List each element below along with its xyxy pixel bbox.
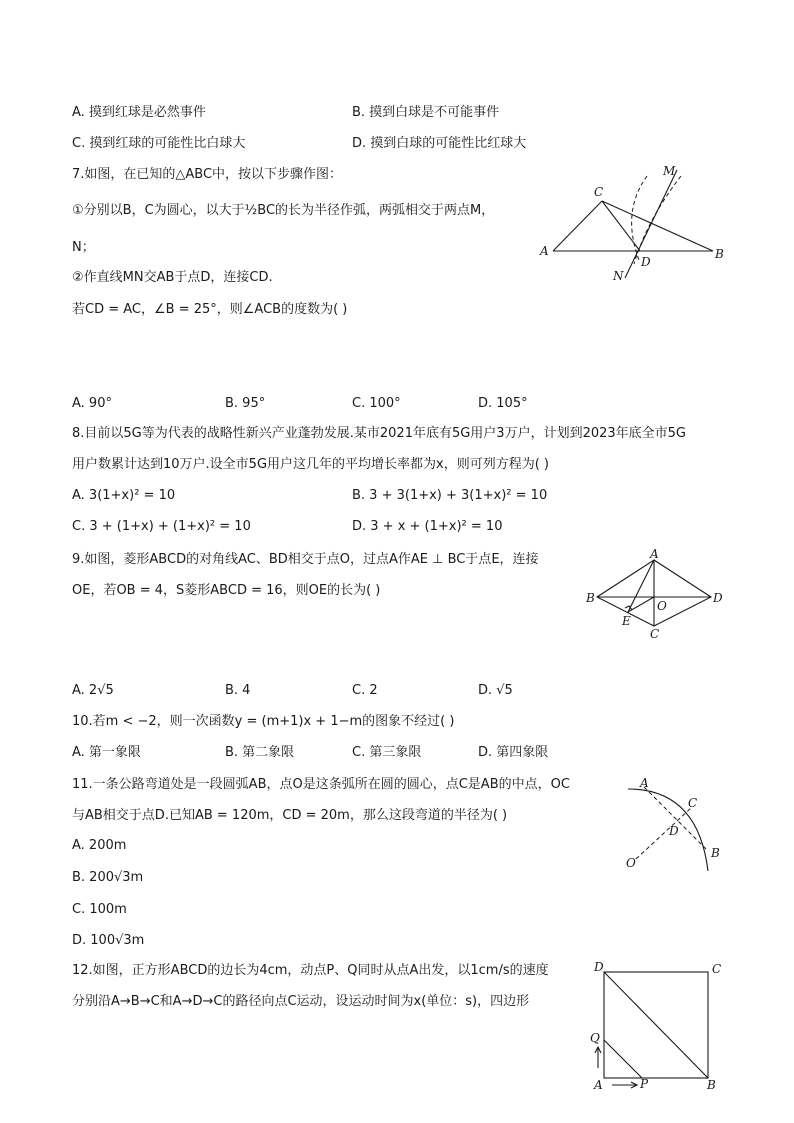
q10-option-c: C. 第三象限 <box>352 745 422 760</box>
q9-stem-line1: 9.如图，菱形ABCD的对角线AC、BD相交于点O，过点A作AE ⊥ BC于点E，连接 <box>72 552 539 567</box>
q7-stem-line1: 7.如图，在已知的△ABC中，按以下步骤作图： <box>72 167 343 182</box>
q12-stem-line1: 12.如图，正方形ABCD的边长为4cm，动点P、Q同时从点A出发，以1cm/s的速度 <box>72 963 549 978</box>
q11-stem-line1: 11.一条公路弯道处是一段圆弧AB，点O是这条弧所在圆的圆心，点C是AB的中点，OC <box>72 777 570 792</box>
q10-stem: 10.若m < −2，则一次函数y = (m+1)x + 1−m的图象不经过( ) <box>72 714 455 729</box>
q7-stem-line5: 若CD = AC，∠B = 25°，则∠ACB的度数为( ) <box>72 302 348 317</box>
q9-label-a: A <box>650 547 659 561</box>
q11-stem-line2: 与AB相交于点D.已知AB = 120m，CD = 20m，那么这段弯道的半径为( ) <box>72 808 508 823</box>
q7-stem-line4: ②作直线MN交AB于点D，连接CD. <box>72 270 273 285</box>
q9-option-c: C. 2 <box>352 683 378 698</box>
q12-label-b: B <box>707 1078 716 1092</box>
q7-option-c: C. 100° <box>352 396 401 411</box>
q8-option-b: B. 3 + 3(1+x) + 3(1+x)² = 10 <box>352 488 548 503</box>
q12-label-p: P <box>640 1077 649 1091</box>
q7-label-c: C <box>594 185 604 199</box>
q6-option-b: B. 摸到白球是不可能事件 <box>352 105 500 120</box>
q12-label-d: D <box>594 960 604 974</box>
q9-option-d: D. √5 <box>478 683 513 698</box>
q11-label-a: A <box>640 776 649 790</box>
q9-label-d: D <box>713 591 723 605</box>
q8-stem-line1: 8.目前以5G等为代表的战略性新兴产业蓬勃发展.某市2021年底有5G用户3万户，计划到2023年底全市5G <box>72 426 687 441</box>
q9-option-b: B. 4 <box>225 683 251 698</box>
q12-label-a: A <box>594 1078 603 1092</box>
q8-option-d: D. 3 + x + (1+x)² = 10 <box>352 519 503 534</box>
q11-label-o: O <box>626 856 636 870</box>
q11-label-b: B <box>711 846 720 860</box>
q7-stem-line2: ①分别以B，C为圆心，以大于½BC的长为半径作弧，两弧相交于两点M， <box>72 203 495 218</box>
q11-option-b: B. 200√3m <box>72 870 144 885</box>
q11-segment-oc <box>636 808 691 859</box>
q7-option-d: D. 105° <box>478 396 528 411</box>
q9-label-e: E <box>622 614 631 628</box>
q11-label-c: C <box>688 796 698 810</box>
q9-option-a: A. 2√5 <box>72 683 114 698</box>
q12-label-c: C <box>712 962 722 976</box>
q12-label-q: Q <box>590 1031 600 1045</box>
q7-line-mn <box>625 170 677 278</box>
q9-label-b: B <box>586 591 595 605</box>
q8-stem-line2: 用户数累计达到10万户.设全市5G用户这几年的平均增长率都为x，则可列方程为( ) <box>72 457 549 472</box>
q10-option-a: A. 第一象限 <box>72 745 141 760</box>
q9-label-c: C <box>650 627 660 641</box>
q6-option-d: D. 摸到白球的可能性比红球大 <box>352 136 527 151</box>
q7-triangle-figure <box>535 160 730 285</box>
q7-label-m: M <box>663 164 676 178</box>
q12-stem-line2: 分别沿A→B→C和A→D→C的路径向点C运动，设运动时间为x(单位：s)，四边形 <box>72 994 530 1009</box>
q9-rhombus-figure <box>584 547 724 642</box>
q7-stem-line3: N； <box>72 240 95 255</box>
q10-option-d: D. 第四象限 <box>478 745 549 760</box>
q12-square-figure <box>586 958 726 1098</box>
q7-label-a: A <box>540 244 549 258</box>
q7-option-a: A. 90° <box>72 396 112 411</box>
q7-label-n: N <box>613 269 624 283</box>
q9-label-o: O <box>657 599 667 613</box>
q7-label-d: D <box>641 255 651 269</box>
q11-label-d: D <box>669 824 679 838</box>
q7-label-b: B <box>715 247 724 261</box>
q7-segment-ac <box>553 201 602 251</box>
q12-diagonal-db <box>604 972 708 1078</box>
q12-segment-qp <box>604 1040 642 1078</box>
q11-option-d: D. 100√3m <box>72 933 145 948</box>
q6-option-a: A. 摸到红球是必然事件 <box>72 105 206 120</box>
q7-option-b: B. 95° <box>225 396 266 411</box>
q11-option-a: A. 200m <box>72 838 127 853</box>
q7-segment-cb <box>602 201 713 251</box>
q6-option-c: C. 摸到红球的可能性比白球大 <box>72 136 246 151</box>
q8-option-a: A. 3(1+x)² = 10 <box>72 488 176 503</box>
q11-option-c: C. 100m <box>72 902 127 917</box>
q8-option-c: C. 3 + (1+x) + (1+x)² = 10 <box>72 519 251 534</box>
q9-stem-line2: OE，若OB = 4，S菱形ABCD = 16，则OE的长为( ) <box>72 583 381 598</box>
q11-arc-figure <box>620 775 730 875</box>
q10-option-b: B. 第二象限 <box>225 745 295 760</box>
